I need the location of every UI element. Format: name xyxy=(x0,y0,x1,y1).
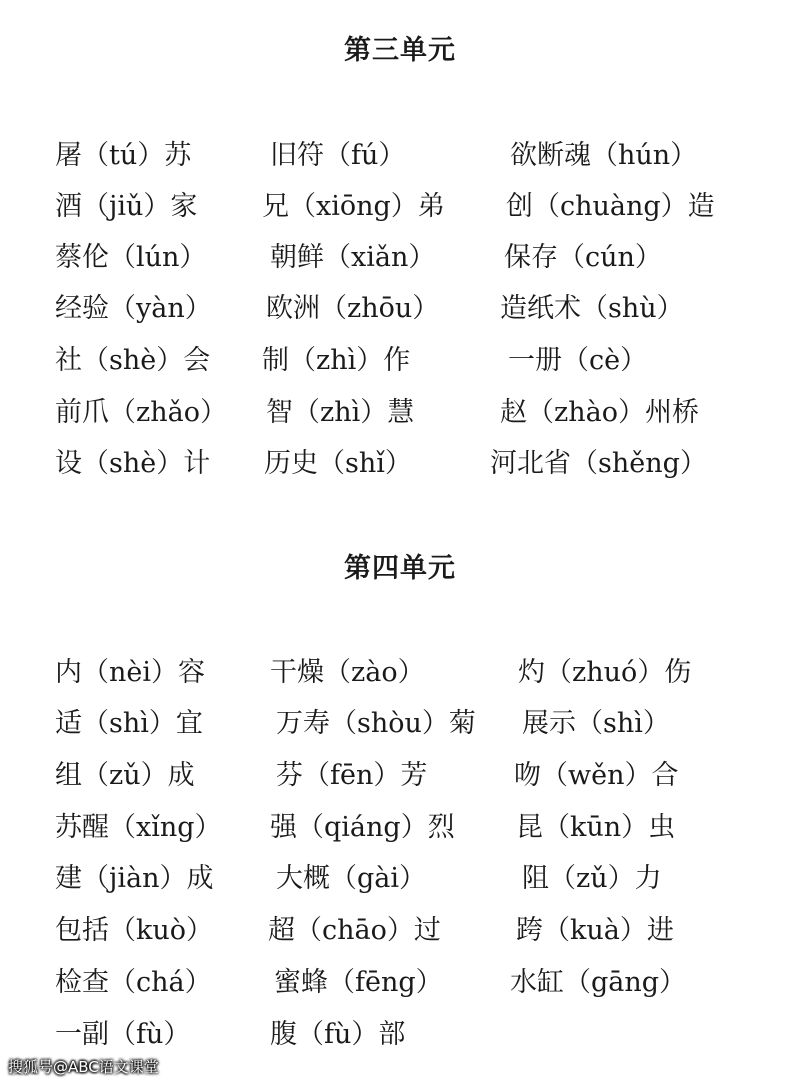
watermark: 搜狐号@ABC语文课堂 xyxy=(8,1058,159,1076)
u3-r5-c0: 前爪（zhǎo） xyxy=(55,397,227,428)
u3-r3-c0: 经验（yàn） xyxy=(55,293,212,324)
u4-r1-c0: 适（shì）宜 xyxy=(55,708,203,739)
u4-r6-c0: 检查（chá） xyxy=(55,967,212,998)
unit3-title: 第三单元 xyxy=(344,35,456,66)
u3-r6-c2: 河北省（shěng） xyxy=(490,448,707,479)
u4-r5-c0: 包括（kuò） xyxy=(55,915,214,946)
u4-r6-c2: 水缸（gāng） xyxy=(510,967,687,998)
u3-r0-c0: 屠（tú）苏 xyxy=(55,140,192,171)
u4-r2-c2: 吻（wěn）合 xyxy=(514,760,679,791)
u4-r4-c2: 阻（zǔ）力 xyxy=(522,863,662,894)
u4-r5-c2: 跨（kuà）进 xyxy=(516,915,674,946)
u4-r0-c2: 灼（zhuó）伤 xyxy=(518,657,692,688)
u4-r4-c0: 建（jiàn）成 xyxy=(55,863,214,894)
u4-r4-c1: 大概（gài） xyxy=(276,863,427,894)
u4-r7-c0: 一副（fù） xyxy=(55,1019,191,1050)
u4-r7-c1: 腹（fù）部 xyxy=(270,1019,406,1050)
u4-r5-c1: 超（chāo）过 xyxy=(268,915,441,946)
u3-r3-c2: 造纸术（shù） xyxy=(500,293,684,324)
u3-r6-c1: 历史（shǐ） xyxy=(264,448,412,479)
u3-r4-c2: 一册（cè） xyxy=(508,345,648,376)
u3-r5-c1: 智（zhì）慧 xyxy=(266,397,415,428)
u4-r6-c1: 蜜蜂（fēng） xyxy=(274,967,443,998)
u3-r6-c0: 设（shè）计 xyxy=(55,448,211,479)
u3-r5-c2: 赵（zhào）州桥 xyxy=(500,397,699,428)
u4-r0-c1: 干燥（zào） xyxy=(270,657,425,688)
u4-r2-c1: 芬（fēn）芳 xyxy=(276,760,428,791)
u3-r4-c0: 社（shè）会 xyxy=(55,345,211,376)
u4-r3-c2: 昆（kūn）虫 xyxy=(516,812,676,843)
u4-r0-c0: 内（nèi）容 xyxy=(55,657,206,688)
u3-r2-c1: 朝鲜（xiǎn） xyxy=(270,242,436,273)
unit4-title: 第四单元 xyxy=(344,553,456,584)
u3-r0-c2: 欲断魂（hún） xyxy=(510,140,698,171)
u4-r3-c0: 苏醒（xǐng） xyxy=(55,812,222,843)
u3-r2-c0: 蔡伦（lún） xyxy=(55,242,207,273)
u3-r2-c2: 保存（cún） xyxy=(504,242,662,273)
u4-r1-c1: 万寿（shòu）菊 xyxy=(276,708,476,739)
u3-r3-c1: 欧洲（zhōu） xyxy=(266,293,440,324)
u3-r1-c2: 创（chuàng）造 xyxy=(506,191,715,222)
u4-r1-c2: 展示（shì） xyxy=(522,708,670,739)
u3-r1-c0: 酒（jiǔ）家 xyxy=(55,191,198,222)
u3-r4-c1: 制（zhì）作 xyxy=(262,345,411,376)
u3-r1-c1: 兄（xiōng）弟 xyxy=(262,191,445,222)
u4-r3-c1: 强（qiáng）烈 xyxy=(270,812,455,843)
u4-r2-c0: 组（zǔ）成 xyxy=(55,760,195,791)
u3-r0-c1: 旧符（fú） xyxy=(270,140,406,171)
